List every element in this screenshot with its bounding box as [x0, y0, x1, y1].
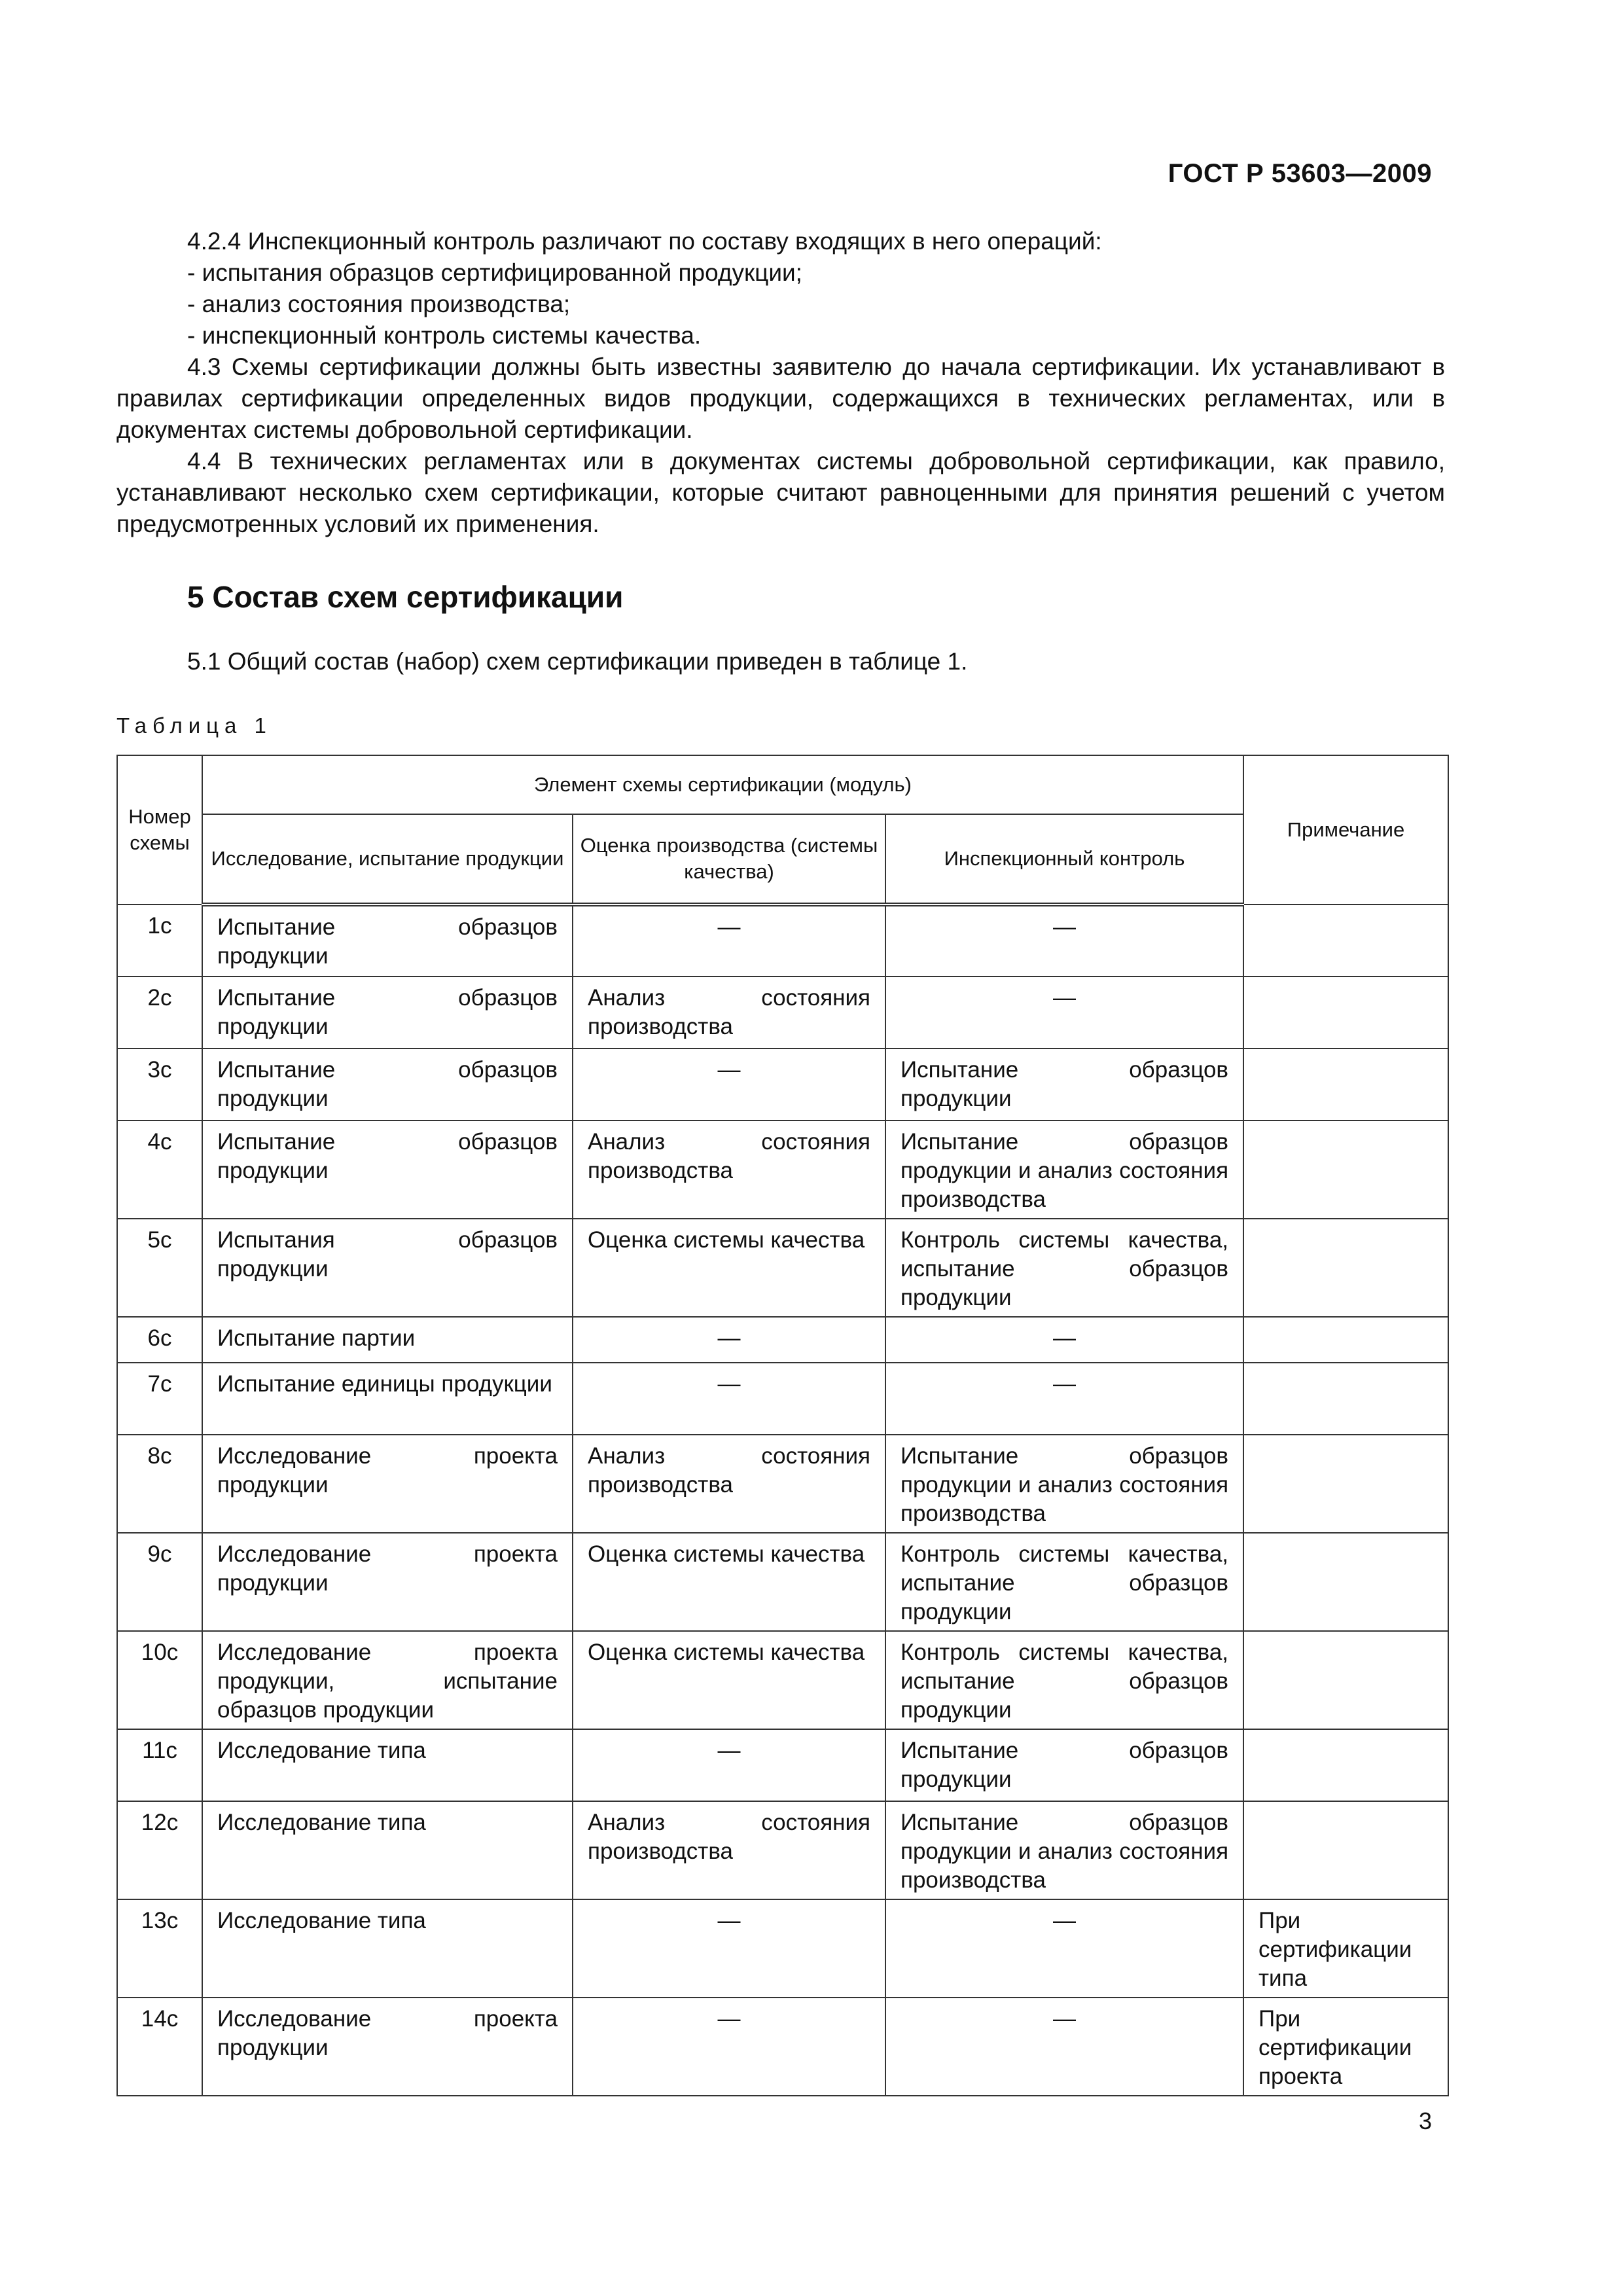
- scheme-number-cell: 1с: [117, 905, 202, 977]
- production-cell: Анализ состояния производства: [573, 1435, 885, 1533]
- research-cell: Испытание образцов продукции: [202, 1049, 573, 1121]
- table-row: [117, 1219, 1448, 1317]
- table-row: [117, 1121, 1448, 1219]
- inspection-cell: —: [885, 1899, 1243, 1998]
- research-cell: Исследование типа: [202, 1729, 573, 1801]
- research-cell: Исследование типа: [202, 1801, 573, 1899]
- note-cell: [1243, 1631, 1448, 1729]
- header-note: Примечание: [1243, 755, 1448, 905]
- inspection-cell: Испытание образцов продукции: [885, 1729, 1243, 1801]
- table-row: [117, 1533, 1448, 1631]
- certification-schemes-table: [116, 755, 1449, 2096]
- scheme-number-cell: 6с: [117, 1317, 202, 1363]
- note-cell: [1243, 1317, 1448, 1363]
- scheme-number-cell: 14с: [117, 1998, 202, 2096]
- scheme-number-cell: 13с: [117, 1899, 202, 1998]
- production-cell: —: [573, 1729, 885, 1801]
- production-cell: —: [573, 1363, 885, 1435]
- research-cell: Испытание единицы продукции: [202, 1363, 573, 1435]
- inspection-cell: —: [885, 1363, 1243, 1435]
- inspection-cell: —: [885, 905, 1243, 977]
- list-item: - анализ состояния производства;: [187, 291, 571, 317]
- list-item: - инспекционный контроль системы качества.: [187, 322, 702, 349]
- note-cell: [1243, 977, 1448, 1049]
- table-row: [117, 1998, 1448, 2096]
- paragraph-4-4: 4.4 В технических регламентах или в документах системы добровольной сертификации, как правило, устанавливают несколько схем сертификации, которые считают равноценными для принятия решений с учетом предусмотренных условий их применения.: [116, 448, 1445, 537]
- header-element-group: Элемент схемы сертификации (модуль): [202, 755, 1243, 814]
- note-cell: [1243, 1729, 1448, 1801]
- note-cell: [1243, 1801, 1448, 1899]
- note-cell: [1243, 1435, 1448, 1533]
- scheme-number-cell: 12с: [117, 1801, 202, 1899]
- scheme-number-cell: 9с: [117, 1533, 202, 1631]
- research-cell: Испытание образцов продукции: [202, 1121, 573, 1219]
- research-cell: Исследование проекта продукции, испытание образцов продукции: [202, 1631, 573, 1729]
- document-number-header: ГОСТ Р 53603—2009: [1168, 159, 1432, 188]
- section-heading: 5 Состав схем сертификации: [187, 580, 624, 614]
- production-cell: Оценка системы качества: [573, 1219, 885, 1317]
- paragraph-5-1: 5.1 Общий состав (набор) схем сертификации приведен в таблице 1.: [187, 648, 968, 675]
- table-row: [117, 1899, 1448, 1998]
- table-row: [117, 1435, 1448, 1533]
- table-caption: Таблица 1: [116, 713, 272, 738]
- note-cell: [1243, 1219, 1448, 1317]
- table-row: [117, 1631, 1448, 1729]
- scheme-number-cell: 4с: [117, 1121, 202, 1219]
- production-cell: Оценка системы качества: [573, 1533, 885, 1631]
- production-cell: Оценка системы качества: [573, 1631, 885, 1729]
- research-cell: Исследование проекта продукции: [202, 1533, 573, 1631]
- inspection-cell: —: [885, 1317, 1243, 1363]
- inspection-cell: Испытание образцов продукции и анализ состояния производства: [885, 1801, 1243, 1899]
- header-scheme-number: Номер схемы: [117, 755, 202, 905]
- page-number: 3: [1418, 2108, 1432, 2134]
- research-cell: Исследование типа: [202, 1899, 573, 1998]
- table-body: [117, 905, 1448, 2096]
- production-cell: —: [573, 1317, 885, 1363]
- list-item: - испытания образцов сертифицированной продукции;: [187, 259, 802, 286]
- table-row: [117, 1801, 1448, 1899]
- inspection-cell: Испытание образцов продукции и анализ состояния производства: [885, 1121, 1243, 1219]
- inspection-cell: —: [885, 977, 1243, 1049]
- header-production: Оценка производства (системы качества): [573, 814, 885, 905]
- research-cell: Исследование проекта продукции: [202, 1435, 573, 1533]
- production-cell: —: [573, 905, 885, 977]
- research-cell: Испытание партии: [202, 1317, 573, 1363]
- header-inspection: Инспекционный контроль: [885, 814, 1243, 905]
- research-cell: Испытание образцов продукции: [202, 905, 573, 977]
- note-cell: [1243, 905, 1448, 977]
- paragraph-4-3: 4.3 Схемы сертификации должны быть известны заявителю до начала сертификации. Их устанавливают в правилах сертификации определенных видов продукции, содержащихся в технических регламентах, или в документах системы добровольной сертификации.: [116, 353, 1445, 443]
- note-cell: [1243, 1049, 1448, 1121]
- inspection-cell: Контроль системы качества, испытание образцов продукции: [885, 1219, 1243, 1317]
- research-cell: Исследование проекта продукции: [202, 1998, 573, 2096]
- note-cell: При сертификации проекта: [1243, 1998, 1448, 2096]
- production-cell: Анализ состояния производства: [573, 977, 885, 1049]
- inspection-cell: Испытание образцов продукции и анализ состояния производства: [885, 1435, 1243, 1533]
- table-row: [117, 1317, 1448, 1363]
- inspection-cell: Контроль системы качества, испытание образцов продукции: [885, 1533, 1243, 1631]
- table-row: [117, 1049, 1448, 1121]
- inspection-cell: Контроль системы качества, испытание образцов продукции: [885, 1631, 1243, 1729]
- table-row: [117, 905, 1448, 977]
- scheme-number-cell: 7с: [117, 1363, 202, 1435]
- table-row: [117, 977, 1448, 1049]
- production-cell: —: [573, 1998, 885, 2096]
- inspection-cell: —: [885, 1998, 1243, 2096]
- table-row: [117, 1363, 1448, 1435]
- inspection-cell: Испытание образцов продукции: [885, 1049, 1243, 1121]
- scheme-number-cell: 8с: [117, 1435, 202, 1533]
- table-row: [117, 1729, 1448, 1801]
- scheme-number-cell: 11с: [117, 1729, 202, 1801]
- production-cell: Анализ состояния производства: [573, 1801, 885, 1899]
- scheme-number-cell: 5с: [117, 1219, 202, 1317]
- production-cell: Анализ состояния производства: [573, 1121, 885, 1219]
- production-cell: —: [573, 1899, 885, 1998]
- note-cell: При сертификации типа: [1243, 1899, 1448, 1998]
- research-cell: Испытания образцов продукции: [202, 1219, 573, 1317]
- scheme-number-cell: 3с: [117, 1049, 202, 1121]
- scheme-number-cell: 2с: [117, 977, 202, 1049]
- paragraph-4-2-4: 4.2.4 Инспекционный контроль различают по составу входящих в него операций:: [187, 228, 1102, 255]
- note-cell: [1243, 1363, 1448, 1435]
- note-cell: [1243, 1121, 1448, 1219]
- body-text: [116, 226, 1445, 540]
- note-cell: [1243, 1533, 1448, 1631]
- research-cell: Испытание образцов продукции: [202, 977, 573, 1049]
- production-cell: —: [573, 1049, 885, 1121]
- header-research: Исследование, испытание продукции: [202, 814, 573, 905]
- scheme-number-cell: 10с: [117, 1631, 202, 1729]
